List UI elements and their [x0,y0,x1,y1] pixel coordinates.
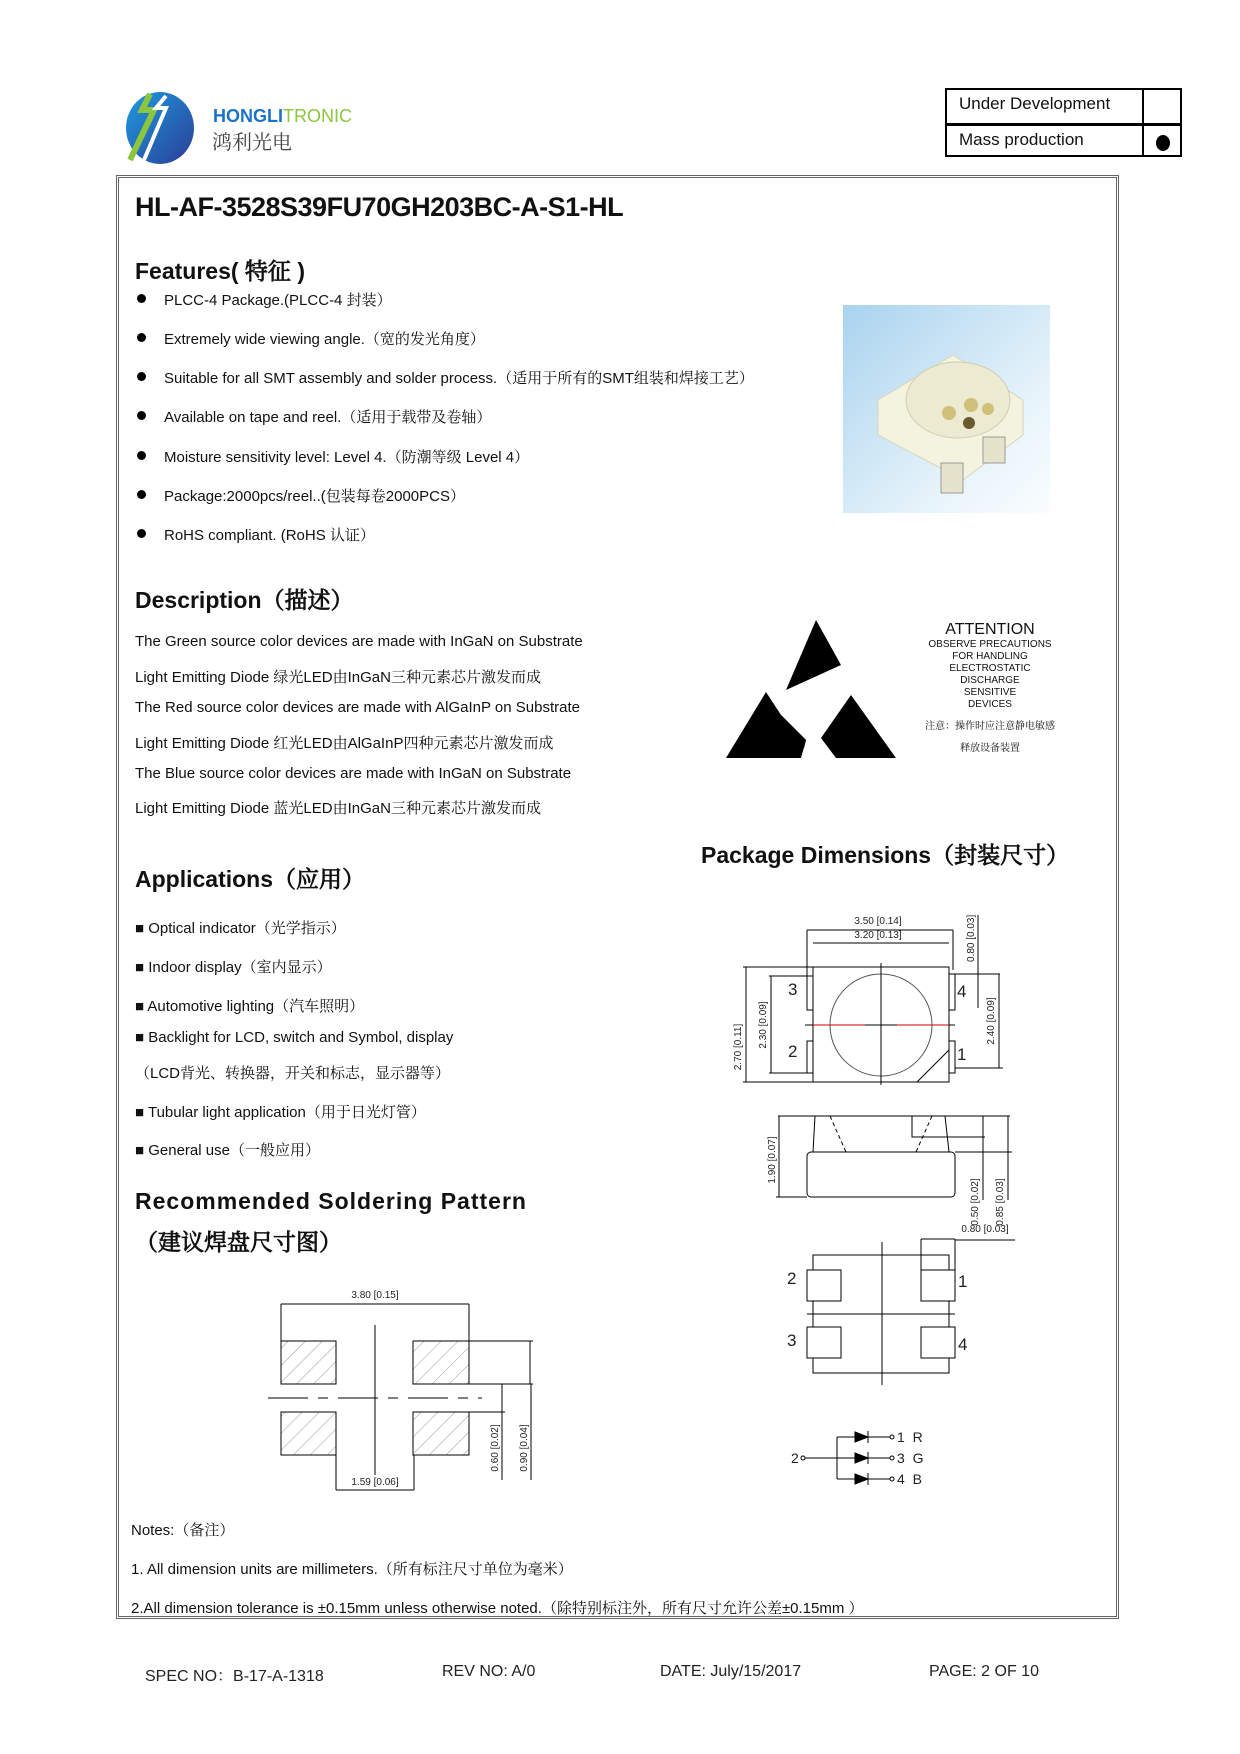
dim-1-59: 1.59 [0.06] [351,1477,399,1488]
dim-1-90: 1.90 [0.07] [767,1136,778,1184]
dim-0-50: 0.50 [0.02] [970,1178,981,1226]
description-line: The Blue source color devices are made with InGaN on Substrate [135,765,572,782]
soldering-heading: Recommended Soldering Pattern [135,1188,527,1214]
applications-heading: Applications（应用） [135,866,366,892]
attention-cn-2: 释放设备装置 [960,743,1020,754]
circuit-output-green: 3 G [897,1450,924,1466]
part-number-title: HL-AF-3528S39FU70GH203BC-A-S1-HL [135,192,624,222]
bullet-icon [137,372,146,381]
application-item: ■ Tubular light application（用于日光灯管） [135,1104,426,1121]
features-heading: Features( 特征 ) [135,258,305,284]
logo-icon [120,90,196,166]
pin-label: 4 [957,982,967,1001]
pin-label: 1 [957,1045,967,1064]
dim-0-60: 0.60 [0.02] [490,1424,501,1472]
checked-dot-icon [1156,135,1170,151]
application-item: ■ Backlight for LCD, switch and Symbol, display [135,1029,454,1046]
bullet-icon [137,451,146,460]
status-checkbox [1142,126,1180,156]
description-line: The Red source color devices are made with AlGaInP on Substrate [135,699,580,716]
application-item: ■ General use（一般应用） [135,1142,320,1159]
solder-pad [281,1341,336,1384]
attention-line: OBSERVE PRECAUTIONS [928,639,1052,650]
status-table [945,88,1182,157]
feature-item: Package:2000pcs/reel..(包装每卷2000PCS） [164,488,465,505]
package-dimensions-heading: Package Dimensions（封装尺寸） [701,842,1070,868]
solder-pad [281,1412,336,1455]
status-checkbox [1142,90,1180,123]
attention-line: DISCHARGE [960,675,1020,686]
application-item: ■ Automotive lighting（汽车照明） [135,998,365,1015]
application-item: ■ Optical indicator（光学指示） [135,920,346,937]
note-item: 2.All dimension tolerance is ±0.15mm unless otherwise noted.（除特别标注外，所有尺寸允许公差±0.15mm ） [131,1600,864,1617]
feature-item: RoHS compliant. (RoHS 认证） [164,527,375,544]
solder-pad [413,1341,469,1384]
pin-label: 1 [958,1272,968,1291]
dim-3-20: 3.20 [0.13] [854,930,902,941]
description-heading: Description（描述） [135,587,354,613]
bullet-icon [137,333,146,342]
status-row-mass-production [947,123,1180,156]
application-item: （LCD背光、转换器，开关和标志，显示器等） [135,1065,451,1082]
led-photo-icon [843,305,1050,513]
attention-line: DEVICES [968,699,1012,710]
esd-warning-icon [726,620,896,760]
description-line: Light Emitting Diode 红光LED由AlGaInP四种元素芯片激发而成 [135,735,554,752]
led-product-photo [843,305,1050,513]
status-label: Mass production [959,129,1084,149]
footer-date: DATE: July/15/2017 [660,1663,802,1680]
description-line: Light Emitting Diode 蓝光LED由InGaN三种元素芯片激发而成 [135,800,541,817]
bullet-icon [137,294,146,303]
bullet-icon [137,490,146,499]
dim-0-85: 0.85 [0.03] [995,1178,1006,1226]
attention-lines [910,639,1070,711]
pin-label: 3 [788,980,798,999]
brand-light: TRONIC [283,106,352,126]
solder-pad [413,1412,469,1455]
diode-icons [855,1431,868,1485]
dim-2-70: 2.70 [0.11] [733,1023,744,1071]
attention-cn-1: 注意：操作时应注意静电敏感 [925,721,1055,732]
brand-bold: HONGLI [213,106,283,126]
status-row-development [947,90,1180,123]
feature-item: PLCC-4 Package.(PLCC-4 封装） [164,292,392,309]
pin-label: 2 [787,1269,797,1288]
status-label: Under Development [959,94,1111,113]
attention-line: FOR HANDLING [952,651,1028,662]
description-line: The Green source color devices are made with InGaN on Substrate [135,633,583,650]
footer-page: PAGE: 2 OF 10 [929,1663,1039,1680]
brand-name-cn: 鸿利光电 [212,132,292,154]
esd-attention-notice [910,621,1070,755]
notes-heading: Notes:（备注） [131,1522,235,1539]
package-dimension-drawing [700,880,1040,1500]
footer-spec-no: SPEC NO：B-17-A-1318 [145,1668,324,1685]
circuit-common-pin: 2 [791,1450,799,1466]
feature-item: Moisture sensitivity level: Level 4.（防潮等级 Level 4） [164,449,530,466]
pin-label: 2 [788,1042,798,1061]
feature-item: Extremely wide viewing angle.（宽的发光角度） [164,331,485,348]
bullet-icon [137,529,146,538]
attention-line: ELECTROSTATIC [949,663,1031,674]
soldering-pattern-drawing [250,1280,550,1500]
brand-name [213,106,352,127]
soldering-heading-cn: （建议焊盘尺寸图） [135,1229,342,1255]
pin-label: 4 [958,1335,968,1354]
description-line: Light Emitting Diode 绿光LED由InGaN三种元素芯片激发而成 [135,669,541,686]
application-item: ■ Indoor display（室内显示） [135,959,332,976]
bullet-icon [137,411,146,420]
note-item: 1. All dimension units are millimeters.（所有标注尺寸单位为毫米） [131,1561,573,1578]
dim-2-30: 2.30 [0.09] [758,1001,769,1049]
dim-2-40: 2.40 [0.09] [986,997,997,1045]
circuit-output-blue: 4 B [897,1471,922,1487]
pin-label: 3 [787,1331,797,1350]
dim-0-90: 0.90 [0.04] [519,1424,530,1472]
attention-title: ATTENTION [945,621,1035,638]
dim-pad-0-80: 0.80 [0.03] [961,1224,1009,1235]
feature-item: Suitable for all SMT assembly and solder process.（适用于所有的SMT组装和焊接工艺） [164,370,754,387]
attention-line: SENSITIVE [963,687,1017,698]
dim-0-80: 0.80 [0.03] [966,914,977,962]
feature-item: Available on tape and reel.（适用于载带及卷轴） [164,409,492,426]
dim-3-80: 3.80 [0.15] [351,1290,399,1301]
circuit-output-red: 1 R [897,1429,923,1445]
footer-rev-no: REV NO: A/0 [442,1663,536,1680]
dim-3-50: 3.50 [0.14] [854,916,902,927]
